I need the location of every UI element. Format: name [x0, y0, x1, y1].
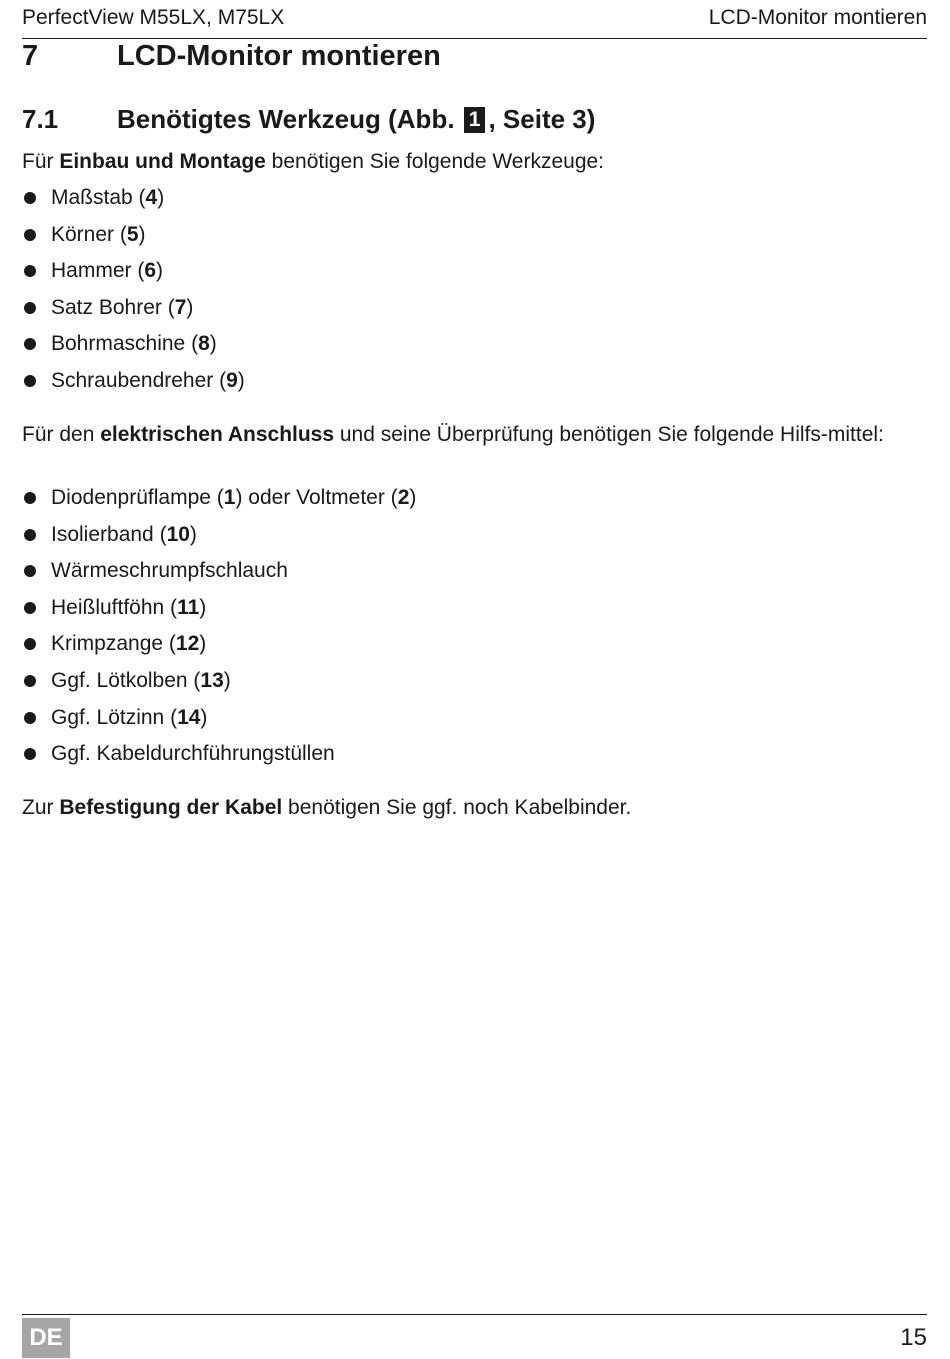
tool-ref: 13: [200, 668, 224, 692]
list-item: [22, 740, 416, 777]
header-chapter-title: LCD-Monitor montieren: [708, 6, 927, 29]
list-item: [22, 704, 416, 741]
bullet-icon: [24, 638, 36, 650]
tool-ref: 4: [145, 186, 158, 209]
bullet-icon: [24, 192, 36, 204]
figure-reference-badge: 1: [464, 107, 486, 133]
list-item: [22, 521, 416, 558]
tool-name: Körner (: [51, 222, 127, 246]
tool-name: Hammer (: [51, 259, 145, 283]
outro-bold: Befestigung der Kabel: [59, 796, 283, 819]
tool-name: Ggf. Lötkolben (: [51, 668, 201, 692]
list-item: [22, 630, 416, 667]
tool-close: ): [157, 186, 165, 209]
tool-mid: ): [200, 705, 208, 729]
bullet-icon: [24, 529, 36, 541]
tool-close: ): [237, 368, 245, 392]
tool-name: Ggf. Kabeldurchführungstüllen: [51, 742, 335, 766]
tool-name: Krimpzange (: [51, 632, 176, 656]
intro-mounting-bold: Einbau und Montage: [59, 150, 266, 173]
tool-ref: 9: [226, 368, 238, 392]
list-item: [22, 257, 245, 294]
page-number: 15: [900, 1324, 927, 1351]
bullet-icon: [24, 602, 36, 614]
list-item: [22, 330, 245, 367]
tool-mid: ): [199, 632, 207, 656]
intro-electrical-post: und seine Überprüfung benötigen Sie folgende Hilfs-mittel:: [334, 423, 884, 446]
bullet-icon: [24, 712, 36, 724]
list-item: [22, 184, 245, 221]
tool-mid: ): [189, 522, 197, 546]
bullet-icon: [24, 265, 36, 277]
footer-divider: [22, 1314, 927, 1315]
tool-ref: 5: [126, 222, 139, 246]
list-item: [22, 557, 416, 594]
subsection-title-suffix: , Seite 3): [488, 104, 596, 134]
subsection-title: [117, 104, 595, 135]
subsection-number: 7.1: [22, 104, 59, 134]
tool-ref: 6: [144, 259, 157, 283]
bullet-icon: [24, 229, 36, 241]
list-item: [22, 667, 416, 704]
tool-mid: ) oder Voltmeter (: [235, 486, 398, 509]
outro-paragraph: [22, 794, 927, 821]
tool-ref: 14: [177, 705, 201, 729]
intro-electrical-paragraph: [22, 421, 927, 448]
tool-ref: 1: [223, 486, 236, 509]
intro-mounting-pre: Für: [22, 150, 60, 173]
electrical-tools-list: [22, 484, 416, 777]
bullet-icon: [24, 375, 36, 387]
intro-mounting-paragraph: [22, 148, 927, 175]
list-item: [22, 367, 245, 404]
bullet-icon: [24, 338, 36, 350]
list-item: [22, 484, 416, 521]
section-number: 7: [22, 40, 39, 72]
tool-ref: 12: [175, 632, 200, 656]
tool-ref: 8: [198, 332, 210, 356]
outro-post: benötigen Sie ggf. noch Kabelbinder.: [282, 796, 632, 819]
tool-close: ): [409, 486, 417, 509]
bullet-icon: [24, 675, 36, 687]
tool-name: Ggf. Lötzinn (: [51, 705, 178, 729]
tool-close: ): [186, 295, 194, 319]
mounting-tools-list: [22, 184, 245, 404]
tool-ref-2: 2: [397, 486, 410, 509]
tool-close: ): [138, 222, 146, 246]
header-product-name: PerfectView M55LX, M75LX: [22, 6, 285, 29]
bullet-icon: [24, 565, 36, 577]
tool-name: Heißluftföhn (: [51, 595, 178, 619]
subsection-title-prefix: Benötigtes Werkzeug (Abb.: [117, 104, 455, 134]
page-header: [22, 6, 927, 39]
tool-close: ): [209, 332, 217, 356]
tool-mid: ): [223, 668, 231, 692]
tool-mid: ): [199, 595, 207, 619]
tool-name: Wärmeschrumpfschlauch: [51, 559, 288, 583]
section-title: LCD-Monitor montieren: [117, 40, 441, 72]
tool-name: Maßstab (: [51, 186, 146, 209]
tool-name: Bohrmaschine (: [51, 332, 199, 356]
list-item: [22, 594, 416, 631]
intro-electrical-bold: elektrischen Anschluss: [100, 423, 335, 446]
intro-electrical-pre: Für den: [22, 423, 101, 446]
list-item: [22, 221, 245, 258]
tool-name: Satz Bohrer (: [51, 295, 175, 319]
bullet-icon: [24, 492, 36, 504]
tool-close: ): [156, 259, 164, 283]
tool-ref: 7: [174, 295, 187, 319]
bullet-icon: [24, 302, 36, 314]
tool-name: Isolierband (: [51, 522, 167, 546]
intro-mounting-post: benötigen Sie folgende Werkzeuge:: [265, 150, 605, 173]
language-badge: DE: [22, 1318, 70, 1358]
tool-ref: 11: [177, 595, 200, 619]
list-item: [22, 294, 245, 331]
bullet-icon: [24, 748, 36, 760]
tool-ref: 10: [166, 522, 190, 546]
tool-name: Diodenprüflampe (: [51, 486, 224, 509]
tool-name: Schraubendreher (: [51, 368, 227, 392]
outro-pre: Zur: [22, 796, 60, 819]
